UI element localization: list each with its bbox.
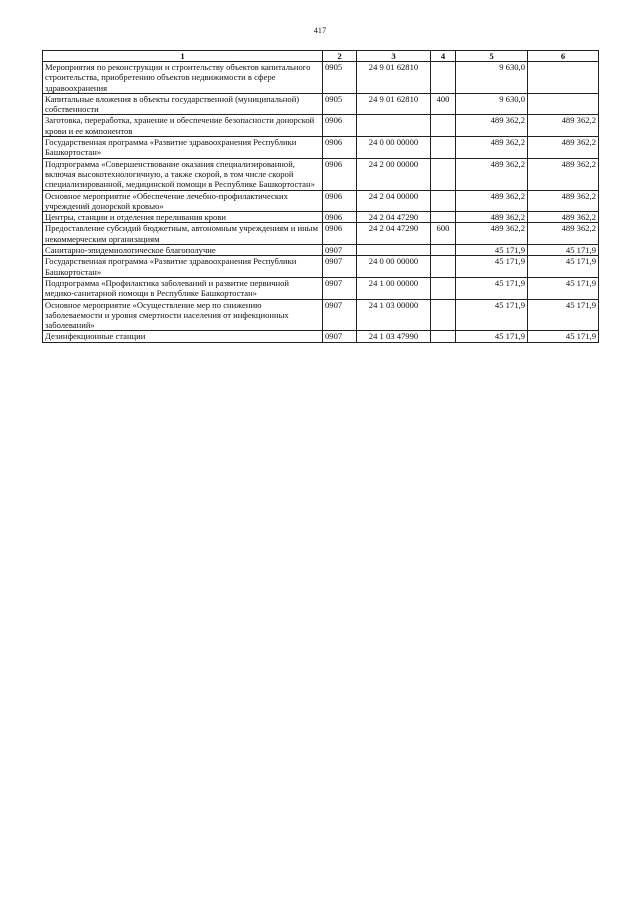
table-row — [43, 212, 599, 223]
row-section-code: 0905 — [323, 62, 357, 94]
row-expense-type — [431, 331, 456, 342]
page-number: 417 — [313, 26, 327, 35]
header-col-4: 4 — [431, 51, 456, 62]
row-name: Капитальные вложения в объекты государственной (муниципальной) собственности — [43, 93, 323, 115]
row-amount-1: 9 630,0 — [456, 62, 528, 94]
row-amount-1: 45 171,9 — [456, 299, 528, 331]
row-target-article: 24 9 01 62810 — [357, 62, 431, 94]
row-amount-1: 45 171,9 — [456, 331, 528, 342]
row-target-article — [357, 245, 431, 256]
row-amount-2 — [528, 93, 599, 115]
row-amount-1: 489 362,2 — [456, 190, 528, 212]
row-section-code: 0906 — [323, 137, 357, 159]
row-name: Центры, станции и отделения переливания крови — [43, 212, 323, 223]
row-name: Мероприятия по реконструкции и строительству объектов капитального строительства, приобретению объектов недвижимости в сфере здравоохранения — [43, 62, 323, 94]
header-col-2: 2 — [323, 51, 357, 62]
row-amount-1: 489 362,2 — [456, 115, 528, 137]
row-amount-2: 489 362,2 — [528, 115, 599, 137]
row-expense-type — [431, 299, 456, 331]
table-row — [43, 331, 599, 342]
row-amount-1: 45 171,9 — [456, 277, 528, 299]
row-target-article: 24 1 03 47990 — [357, 331, 431, 342]
table-row — [43, 158, 599, 190]
row-name: Подпрограмма «Профилактика заболеваний и развитие первичной медико-санитарной помощи в Республике Башкортостан» — [43, 277, 323, 299]
row-section-code: 0907 — [323, 256, 357, 278]
row-section-code: 0907 — [323, 277, 357, 299]
row-section-code: 0906 — [323, 158, 357, 190]
table-row — [43, 190, 599, 212]
row-target-article — [357, 115, 431, 137]
row-expense-type — [431, 62, 456, 94]
row-target-article: 24 0 00 00000 — [357, 137, 431, 159]
row-target-article: 24 2 04 47290 — [357, 212, 431, 223]
row-amount-2: 45 171,9 — [528, 256, 599, 278]
row-name: Дезинфекционные станции — [43, 331, 323, 342]
budget-table — [42, 50, 599, 343]
row-amount-2: 489 362,2 — [528, 223, 599, 245]
row-section-code: 0906 — [323, 212, 357, 223]
header-col-5: 5 — [456, 51, 528, 62]
row-name: Государственная программа «Развитие здравоохранения Республики Башкортостан» — [43, 256, 323, 278]
row-expense-type — [431, 245, 456, 256]
row-amount-1: 489 362,2 — [456, 137, 528, 159]
row-expense-type — [431, 190, 456, 212]
row-section-code: 0907 — [323, 299, 357, 331]
header-col-1: 1 — [43, 51, 323, 62]
row-amount-2 — [528, 62, 599, 94]
table-row — [43, 115, 599, 137]
row-section-code: 0907 — [323, 331, 357, 342]
header-col-3: 3 — [357, 51, 431, 62]
row-amount-1: 9 630,0 — [456, 93, 528, 115]
table-row — [43, 137, 599, 159]
row-amount-2: 45 171,9 — [528, 331, 599, 342]
row-target-article: 24 0 00 00000 — [357, 256, 431, 278]
table-row — [43, 256, 599, 278]
row-amount-1: 489 362,2 — [456, 158, 528, 190]
row-amount-1: 489 362,2 — [456, 212, 528, 223]
row-expense-type — [431, 137, 456, 159]
table-header-row — [43, 51, 599, 62]
row-name: Основное мероприятие «Обеспечение лечебно-профилактических учреждений донорской кровью» — [43, 190, 323, 212]
row-target-article: 24 1 03 00000 — [357, 299, 431, 331]
row-expense-type: 600 — [431, 223, 456, 245]
row-expense-type — [431, 277, 456, 299]
row-expense-type — [431, 158, 456, 190]
table-row — [43, 93, 599, 115]
table-row — [43, 299, 599, 331]
row-amount-2: 489 362,2 — [528, 137, 599, 159]
row-amount-2: 45 171,9 — [528, 245, 599, 256]
row-amount-1: 45 171,9 — [456, 245, 528, 256]
row-amount-2: 45 171,9 — [528, 277, 599, 299]
row-expense-type — [431, 256, 456, 278]
table-row — [43, 277, 599, 299]
row-target-article: 24 2 04 00000 — [357, 190, 431, 212]
row-target-article: 24 1 00 00000 — [357, 277, 431, 299]
table-row — [43, 245, 599, 256]
row-section-code: 0905 — [323, 93, 357, 115]
row-amount-2: 489 362,2 — [528, 212, 599, 223]
row-name: Предоставление субсидий бюджетным, автономным учреждениям и иным некоммерческим организациям — [43, 223, 323, 245]
row-name: Подпрограмма «Совершенствование оказания специализированной, включая высокотехнологичную, а также скорой, в том числе скорой специализированной, медицинской помощи в Республике Башкортостан» — [43, 158, 323, 190]
row-expense-type: 400 — [431, 93, 456, 115]
row-expense-type — [431, 212, 456, 223]
row-section-code: 0906 — [323, 115, 357, 137]
row-target-article: 24 9 01 62810 — [357, 93, 431, 115]
row-amount-1: 45 171,9 — [456, 256, 528, 278]
row-name: Основное мероприятие «Осуществление мер по снижению заболеваемости и уровня смертности населения от инфекционных заболеваний» — [43, 299, 323, 331]
row-target-article: 24 2 04 47290 — [357, 223, 431, 245]
table-row — [43, 62, 599, 94]
table-row — [43, 223, 599, 245]
row-section-code: 0906 — [323, 190, 357, 212]
row-amount-2: 489 362,2 — [528, 190, 599, 212]
row-section-code: 0907 — [323, 245, 357, 256]
row-amount-2: 45 171,9 — [528, 299, 599, 331]
row-name: Заготовка, переработка, хранение и обеспечение безопасности донорской крови и ее компонентов — [43, 115, 323, 137]
row-expense-type — [431, 115, 456, 137]
row-name: Санитарно-эпидемиологическое благополучие — [43, 245, 323, 256]
header-col-6: 6 — [528, 51, 599, 62]
row-section-code: 0906 — [323, 223, 357, 245]
row-amount-2: 489 362,2 — [528, 158, 599, 190]
row-name: Государственная программа «Развитие здравоохранения Республики Башкортостан» — [43, 137, 323, 159]
row-target-article: 24 2 00 00000 — [357, 158, 431, 190]
row-amount-1: 489 362,2 — [456, 223, 528, 245]
